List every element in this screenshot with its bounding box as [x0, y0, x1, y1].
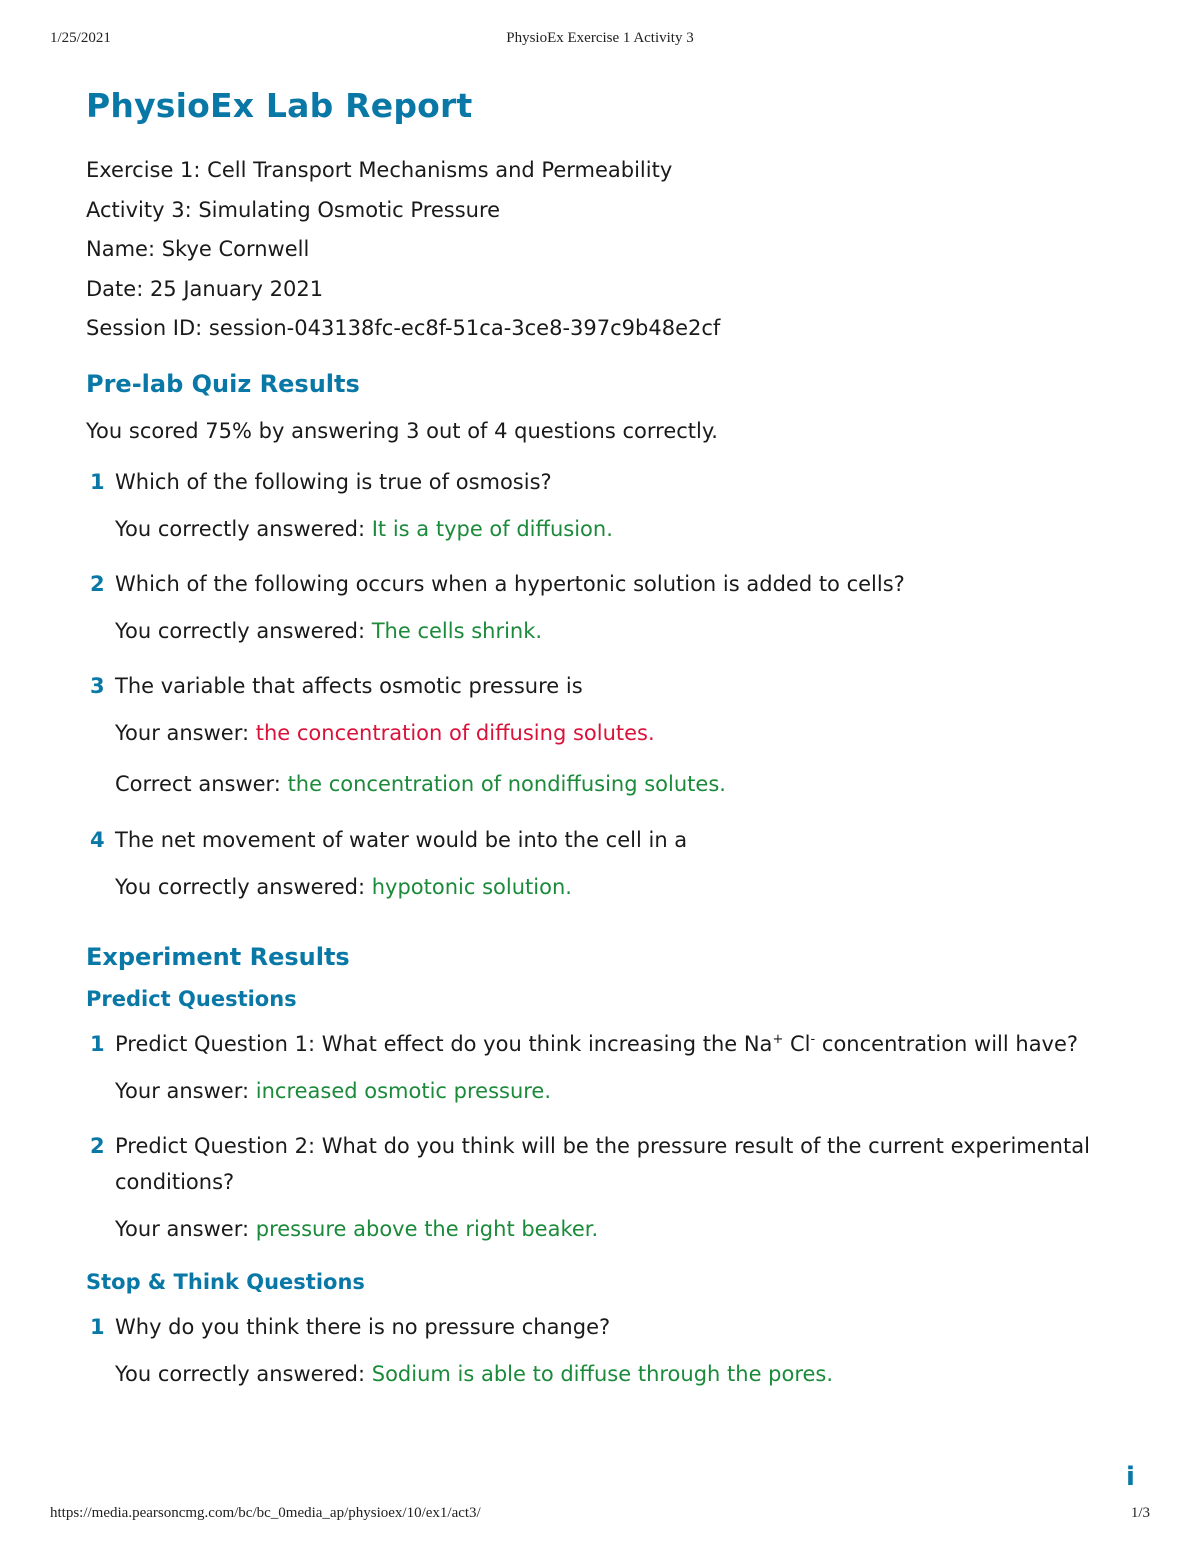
- print-date: 1/25/2021: [50, 30, 111, 46]
- print-header: [50, 30, 1150, 50]
- stop-think-heading: Stop & Think Questions: [86, 1269, 365, 1294]
- answer-label: You correctly answered:: [115, 516, 372, 541]
- predict-question: [86, 1128, 1146, 1200]
- answer-label: You correctly answered:: [115, 874, 372, 899]
- question-text: Predict Question 1: What effect do you think increasing the Na+ Cl- concentration will have?: [115, 1031, 1079, 1056]
- question-text: The variable that affects osmotic pressure is: [115, 673, 583, 698]
- report-meta: [86, 151, 1146, 349]
- answer-label: Your answer:: [115, 1078, 256, 1103]
- session-line: Session ID: session-043138fc-ec8f-51ca-3ce8-397c9b48e2cf: [86, 316, 721, 340]
- correct-answer: hypotonic solution.: [371, 874, 572, 899]
- question-text: Why do you think there is no pressure change?: [115, 1314, 611, 1339]
- answer-label: Your answer:: [115, 1216, 256, 1241]
- stop-think-answer: [86, 1359, 1146, 1389]
- correct-answer-label: Correct answer:: [115, 771, 288, 796]
- wrong-answer: the concentration of diffusing solutes.: [255, 720, 655, 745]
- prelab-heading: Pre-lab Quiz Results: [86, 369, 360, 398]
- prelab-question: [86, 668, 1146, 704]
- question-number: 1: [90, 469, 105, 494]
- experiment-heading: Experiment Results: [86, 942, 350, 971]
- predict-question: [86, 1026, 1146, 1062]
- question-text: Which of the following is true of osmosis?: [115, 469, 552, 494]
- answer-label: You correctly answered:: [115, 618, 372, 643]
- question-number: 2: [90, 571, 105, 596]
- prelab-answer: [86, 616, 1146, 646]
- question-number: 4: [90, 827, 105, 852]
- question-number: 1: [90, 1314, 105, 1339]
- question-number: 1: [90, 1031, 105, 1056]
- name-line: Name: Skye Cornwell: [86, 237, 310, 261]
- question-text: The net movement of water would be into the cell in a: [115, 827, 688, 852]
- report-title: PhysioEx Lab Report: [86, 86, 473, 125]
- prelab-question: [86, 822, 1146, 858]
- correct-answer: It is a type of diffusion.: [371, 516, 613, 541]
- prelab-question: [86, 566, 1146, 602]
- info-icon[interactable]: i: [1126, 1462, 1135, 1492]
- prelab-your-answer: [86, 718, 1146, 748]
- correct-answer: pressure above the right beaker.: [255, 1216, 599, 1241]
- prelab-correct-answer: [86, 769, 1146, 799]
- answer-label: You correctly answered:: [115, 1361, 372, 1386]
- print-page-number: 1/3: [1130, 1505, 1150, 1521]
- correct-answer: the concentration of nondiffusing solutes.: [287, 771, 726, 796]
- prelab-score: You scored 75% by answering 3 out of 4 questions correctly.: [86, 418, 718, 443]
- predict-heading: Predict Questions: [86, 986, 297, 1011]
- predict-answer: [86, 1214, 1146, 1244]
- print-footer: [50, 1505, 1150, 1525]
- stop-think-question: [86, 1309, 1146, 1345]
- lab-report: [86, 84, 1146, 1389]
- date-line: Date: 25 January 2021: [86, 276, 324, 301]
- question-text: Which of the following occurs when a hypertonic solution is added to cells?: [115, 571, 905, 596]
- prelab-answer: [86, 872, 1146, 902]
- correct-answer: increased osmotic pressure.: [255, 1078, 552, 1103]
- activity-line: Activity 3: Simulating Osmotic Pressure: [86, 197, 501, 222]
- question-number: 3: [90, 673, 105, 698]
- correct-answer: The cells shrink.: [371, 618, 543, 643]
- correct-answer: Sodium is able to diffuse through the pores.: [371, 1361, 834, 1386]
- exercise-line: Exercise 1: Cell Transport Mechanisms and Permeability: [86, 158, 673, 182]
- question-text: Predict Question 2: What do you think will be the pressure result of the current experimental conditions?: [115, 1133, 1090, 1194]
- prelab-question: [86, 464, 1146, 500]
- your-answer-label: Your answer:: [115, 720, 256, 745]
- question-number: 2: [90, 1133, 105, 1158]
- prelab-answer: [86, 514, 1146, 544]
- print-url: https://media.pearsoncmg.com/bc/bc_0media_ap/physioex/10/ex1/act3/: [50, 1505, 481, 1521]
- print-page-title: PhysioEx Exercise 1 Activity 3: [506, 30, 694, 46]
- predict-answer: [86, 1076, 1146, 1106]
